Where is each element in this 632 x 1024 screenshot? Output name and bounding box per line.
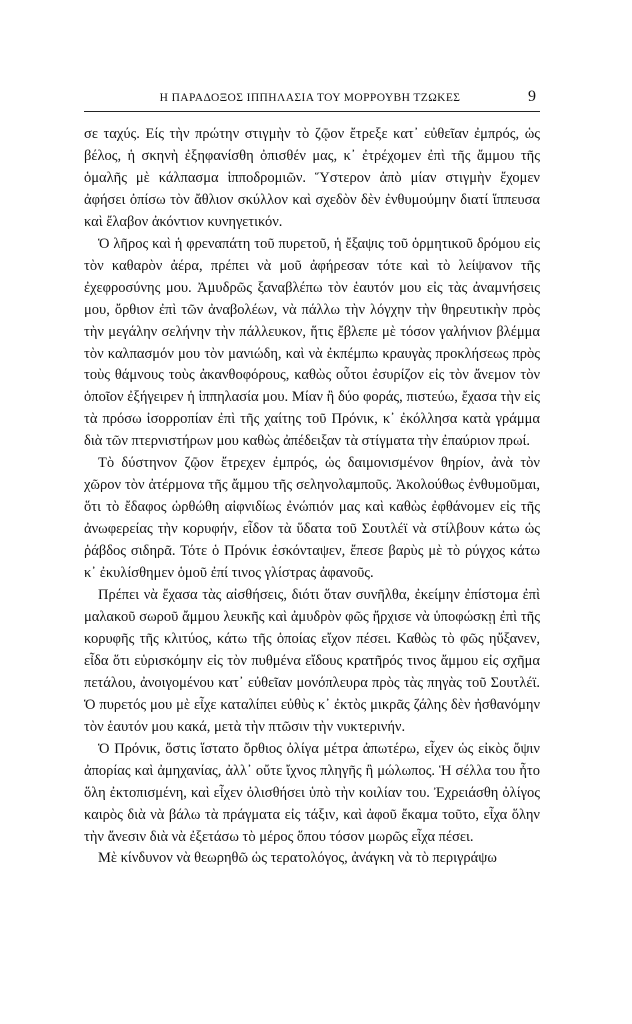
header-rule — [84, 111, 540, 112]
paragraph: σε ταχύς. Είς τὴν πρώτην στιγμὴν τὸ ζῷον ἔτρεξε κατ᾽ εὐθεῖαν ἐμπρός, ὡς βέλος, ἡ σκηνὴ ἐξηφανίσθη ὀπισθέν μας, κ᾽ ἐτρέχομεν ἐπὶ τῆς ἄμμου τῆς ὁμαλῆς μὲ κάλπασμα ἱπποδρομιῶν. Ὕστερον ἀπὸ μίαν στιγμὴν ἔχομεν ἀφήσει ὀπίσω τὸν ἄθλιον σκύλλον καὶ σχεδὸν δὲν ἐνθυμούμην διατί ἵππευσα καὶ ἔλαβον ἀκόντιον κυνηγετικόν. — [84, 126, 540, 230]
paragraph: Μὲ κίνδυνον νὰ θεωρηθῶ ὡς τερατολόγος, ἀνάγκη νὰ τὸ περιγράψω — [98, 850, 497, 867]
running-head — [80, 86, 542, 110]
paragraph: Πρέπει νὰ ἔχασα τὰς αἰσθήσεις, διότι ὅταν συνῆλθα, ἐκείμην ἐπίστομα ἐπὶ μαλακοῦ σωροῦ ἄμμου λευκῆς καὶ ἀμυδρὸν φῶς ἤρχισε νὰ ὑποφώσκῃ ἐπὶ τῆς κορυφῆς τῆς κλιτύος, κάτω τῆς ὁποίας εἴχον πέσει. Καθὼς τὸ φῶς ηὔξανεν, εἶδα ὅτι εὑρισκόμην εἰς τὸν πυθμένα εἴδους κρατῆρός τινος ἄμμου εἰς σχῆμα πετάλου, ἀνοιγομένου κατ᾽ εὐθεῖαν μονόπλευρα πρὸς τὰς πηγὰς τοῦ Σουτλέϊ. Ὁ πυρετός μου μὲ εἶχε καταλίπει εὐθὺς κ᾽ ἐκτὸς μικρᾶς ζάλης δὲν ἠσθανόμην τὸν ἑαυτόν μου κακά, μετὰ τὴν πτῶσιν τὴν νυκτερινήν. — [84, 587, 540, 735]
paragraph: Ὁ Πρόνικ, ὅστις ἵστατο ὄρθιος ὀλίγα μέτρα ἀπωτέρω, εἶχεν ὡς εἰκὸς ὄψιν ἀπορίας καὶ ἀμηχανίας, ἀλλ᾽ οὔτε ἴχνος πληγῆς ἢ μώλωπος. Ἡ σέλλα του ἦτο ὅλη ἐκτοπισμένη, καὶ εἶχεν ὀλισθήσει ὑπὸ τὴν κοιλίαν του. Ἐχρειάσθη ὀλίγος καιρὸς διὰ νὰ βάλω τὰ πράγματα εἰς τάξιν, καὶ ἀφοῦ ἔκαμα τοῦτο, εἶχα ὅλην τὴν ἄνεσιν διὰ νὰ ἐξετάσω τὸ μέρος ὅπου τόσον μωρῶς εἶχα πέσει. — [84, 740, 540, 845]
page-number: 9 — [528, 88, 536, 105]
running-title: Η ΠΑΡΑΔΟΞΟΣ ΙΠΠΗΛΑΣΙΑ ΤΟΥ ΜΟΡΡΟΥΒΗ ΤΖΩΚΕΣ — [159, 92, 461, 104]
paragraph: Ὁ λῆρος καὶ ἡ φρεναπάτη τοῦ πυρετοῦ, ἡ ἔξαψις τοῦ ὁρμητικοῦ δρόμου εἰς τὸν καθαρὸν ἀέρα, πρέπει νὰ μοῦ ἀφήρεσαν τότε καὶ τὸ λείψανον τῆς ἐχεφροσύνης μου. Ἀμυδρῶς ξαναβλέπω τὸν ἑαυτόν μου εἰς τὰς ἀναμνήσεις μου, ὄρθιον ἐπὶ τῶν ἀναβολέων, νὰ πάλλω τὴν λόγχην τὴν θηρευτικὴν πρὸς τὴν μεγάλην σελήνην τὴν πάλλευκον, ἥτις ἔβλεπε μὲ τόσον γαλήνιον βλέμμα τὸν καλπασμόν μου τὸν μανιώδη, καὶ νὰ ἐκπέμπω κραυγὰς προκλήσεως πρὸς τοὺς θάμνους τοὺς ἀκανθοφόρους, καθὼς οὗτοι ἐσυρίζον εἰς τὸν ἄνεμον τὸν ὁποῖον ἐξήγειρεν ἡ ἱππηλασία μου. Μίαν ἢ δύο φοράς, πιστεύω, ἔχασα τὴν εἰς τὰ πρόσω ἰσορροπίαν ἐπὶ τῆς χαίτης τοῦ Πρόνικ, κ᾽ ἐκόλλησα κατὰ γράμμα διὰ τῶν πτερνιστήρων μου καθὼς ἀπέδειξαν τὰ στίγματα τὴν ἐπαύριον πρωί. — [84, 235, 540, 450]
paragraph: Τὸ δύστηνον ζῷον ἔτρεχεν ἐμπρός, ὡς δαιμονισμένον θηρίον, ἀνὰ τὸν χῶρον τὸν ἀτέρμονα τῆς ἄμμου τῆς σεληνολαμποῦς. Ἀκολούθως ἐνθυμοῦμαι, ὅτι τὸ ἔδαφος ὡρθώθη αἰφνιδίως ἐνώπιόν μας καὶ καθὼς ἐφθάνομεν εἰς τῆς ἀνωφερείας τὴν κορυφήν, εἶδον τὰ ὕδατα τοῦ Σουτλέϊ νὰ στίλβουν κάτω ὡς ῥάβδος σιδηρᾶ. Τότε ὁ Πρόνικ ἐσκόνταψεν, ἔπεσε βαρὺς μὲ τὸ ρύγχος κάτω κ᾽ ἐκυλίσθημεν ὁμοῦ ἐπί τινος γλίστρας ἀφανοῦς. — [84, 455, 540, 582]
body-text — [84, 124, 540, 870]
